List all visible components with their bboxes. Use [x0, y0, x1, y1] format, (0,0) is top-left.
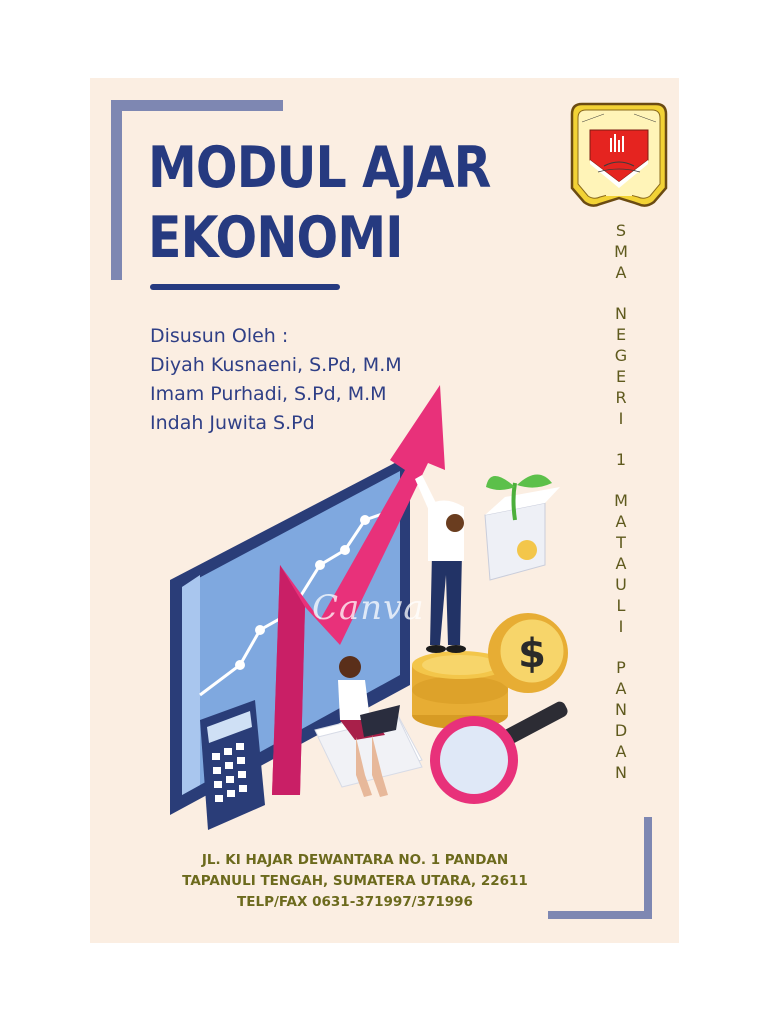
school-letter: L: [616, 596, 626, 615]
school-letter: I: [618, 409, 624, 428]
school-letter: P: [616, 658, 626, 677]
school-letter: 1: [615, 450, 627, 469]
page-title: [148, 133, 491, 273]
school-letter: M: [614, 491, 628, 510]
school-logo: [568, 100, 670, 210]
school-letter: A: [615, 512, 627, 531]
author-name: Indah Juwita S.Pd: [150, 412, 315, 434]
school-letter: N: [615, 763, 627, 782]
school-letter: A: [615, 679, 627, 698]
school-letter: M: [614, 242, 628, 261]
title-underline: [150, 284, 340, 290]
watermark: Canva: [312, 588, 425, 628]
plant-icon: [485, 474, 560, 580]
school-letter: T: [616, 533, 626, 552]
letter-gap: [603, 470, 639, 490]
letter-gap: [603, 283, 639, 303]
letter-gap: [603, 429, 639, 449]
school-letter: I: [618, 617, 624, 636]
author-name: Imam Purhadi, S.Pd, M.M: [150, 383, 387, 405]
school-name-vertical: [603, 220, 639, 783]
frame-corner-bottom-right: [548, 911, 652, 919]
title-line-2: EKONOMI: [148, 205, 403, 271]
title-line-1: MODUL AJAR: [148, 135, 491, 201]
school-letter: A: [615, 742, 627, 761]
school-letter: U: [615, 575, 627, 594]
address-line: JL. KI HAJAR DEWANTARA NO. 1 PANDAN: [201, 852, 509, 868]
school-letter: S: [615, 221, 627, 240]
authors-heading: Disusun Oleh :: [150, 325, 289, 347]
letter-gap: [603, 637, 639, 657]
dollar-coin-icon: [488, 613, 568, 693]
school-letter: A: [615, 554, 627, 573]
school-letter: E: [615, 325, 627, 344]
school-letter: N: [615, 700, 627, 719]
address-line: TELP/FAX 0631-371997/371996: [237, 894, 473, 910]
author-name: Diyah Kusnaeni, S.Pd, M.M: [150, 354, 402, 376]
frame-corner-top-left: [111, 100, 283, 111]
frame-corner-bottom-right-vertical: [644, 817, 652, 919]
school-letter: R: [615, 388, 627, 407]
address-line: TAPANULI TENGAH, SUMATERA UTARA, 22611: [182, 873, 528, 889]
school-letter: N: [615, 304, 627, 323]
school-letter: A: [615, 263, 627, 282]
school-letter: D: [614, 721, 628, 740]
frame-corner-top-left-vertical: [111, 100, 122, 280]
school-address: [150, 850, 560, 913]
school-letter: E: [615, 367, 627, 386]
school-letter: G: [614, 346, 628, 365]
svg-text:$: $: [518, 631, 546, 677]
